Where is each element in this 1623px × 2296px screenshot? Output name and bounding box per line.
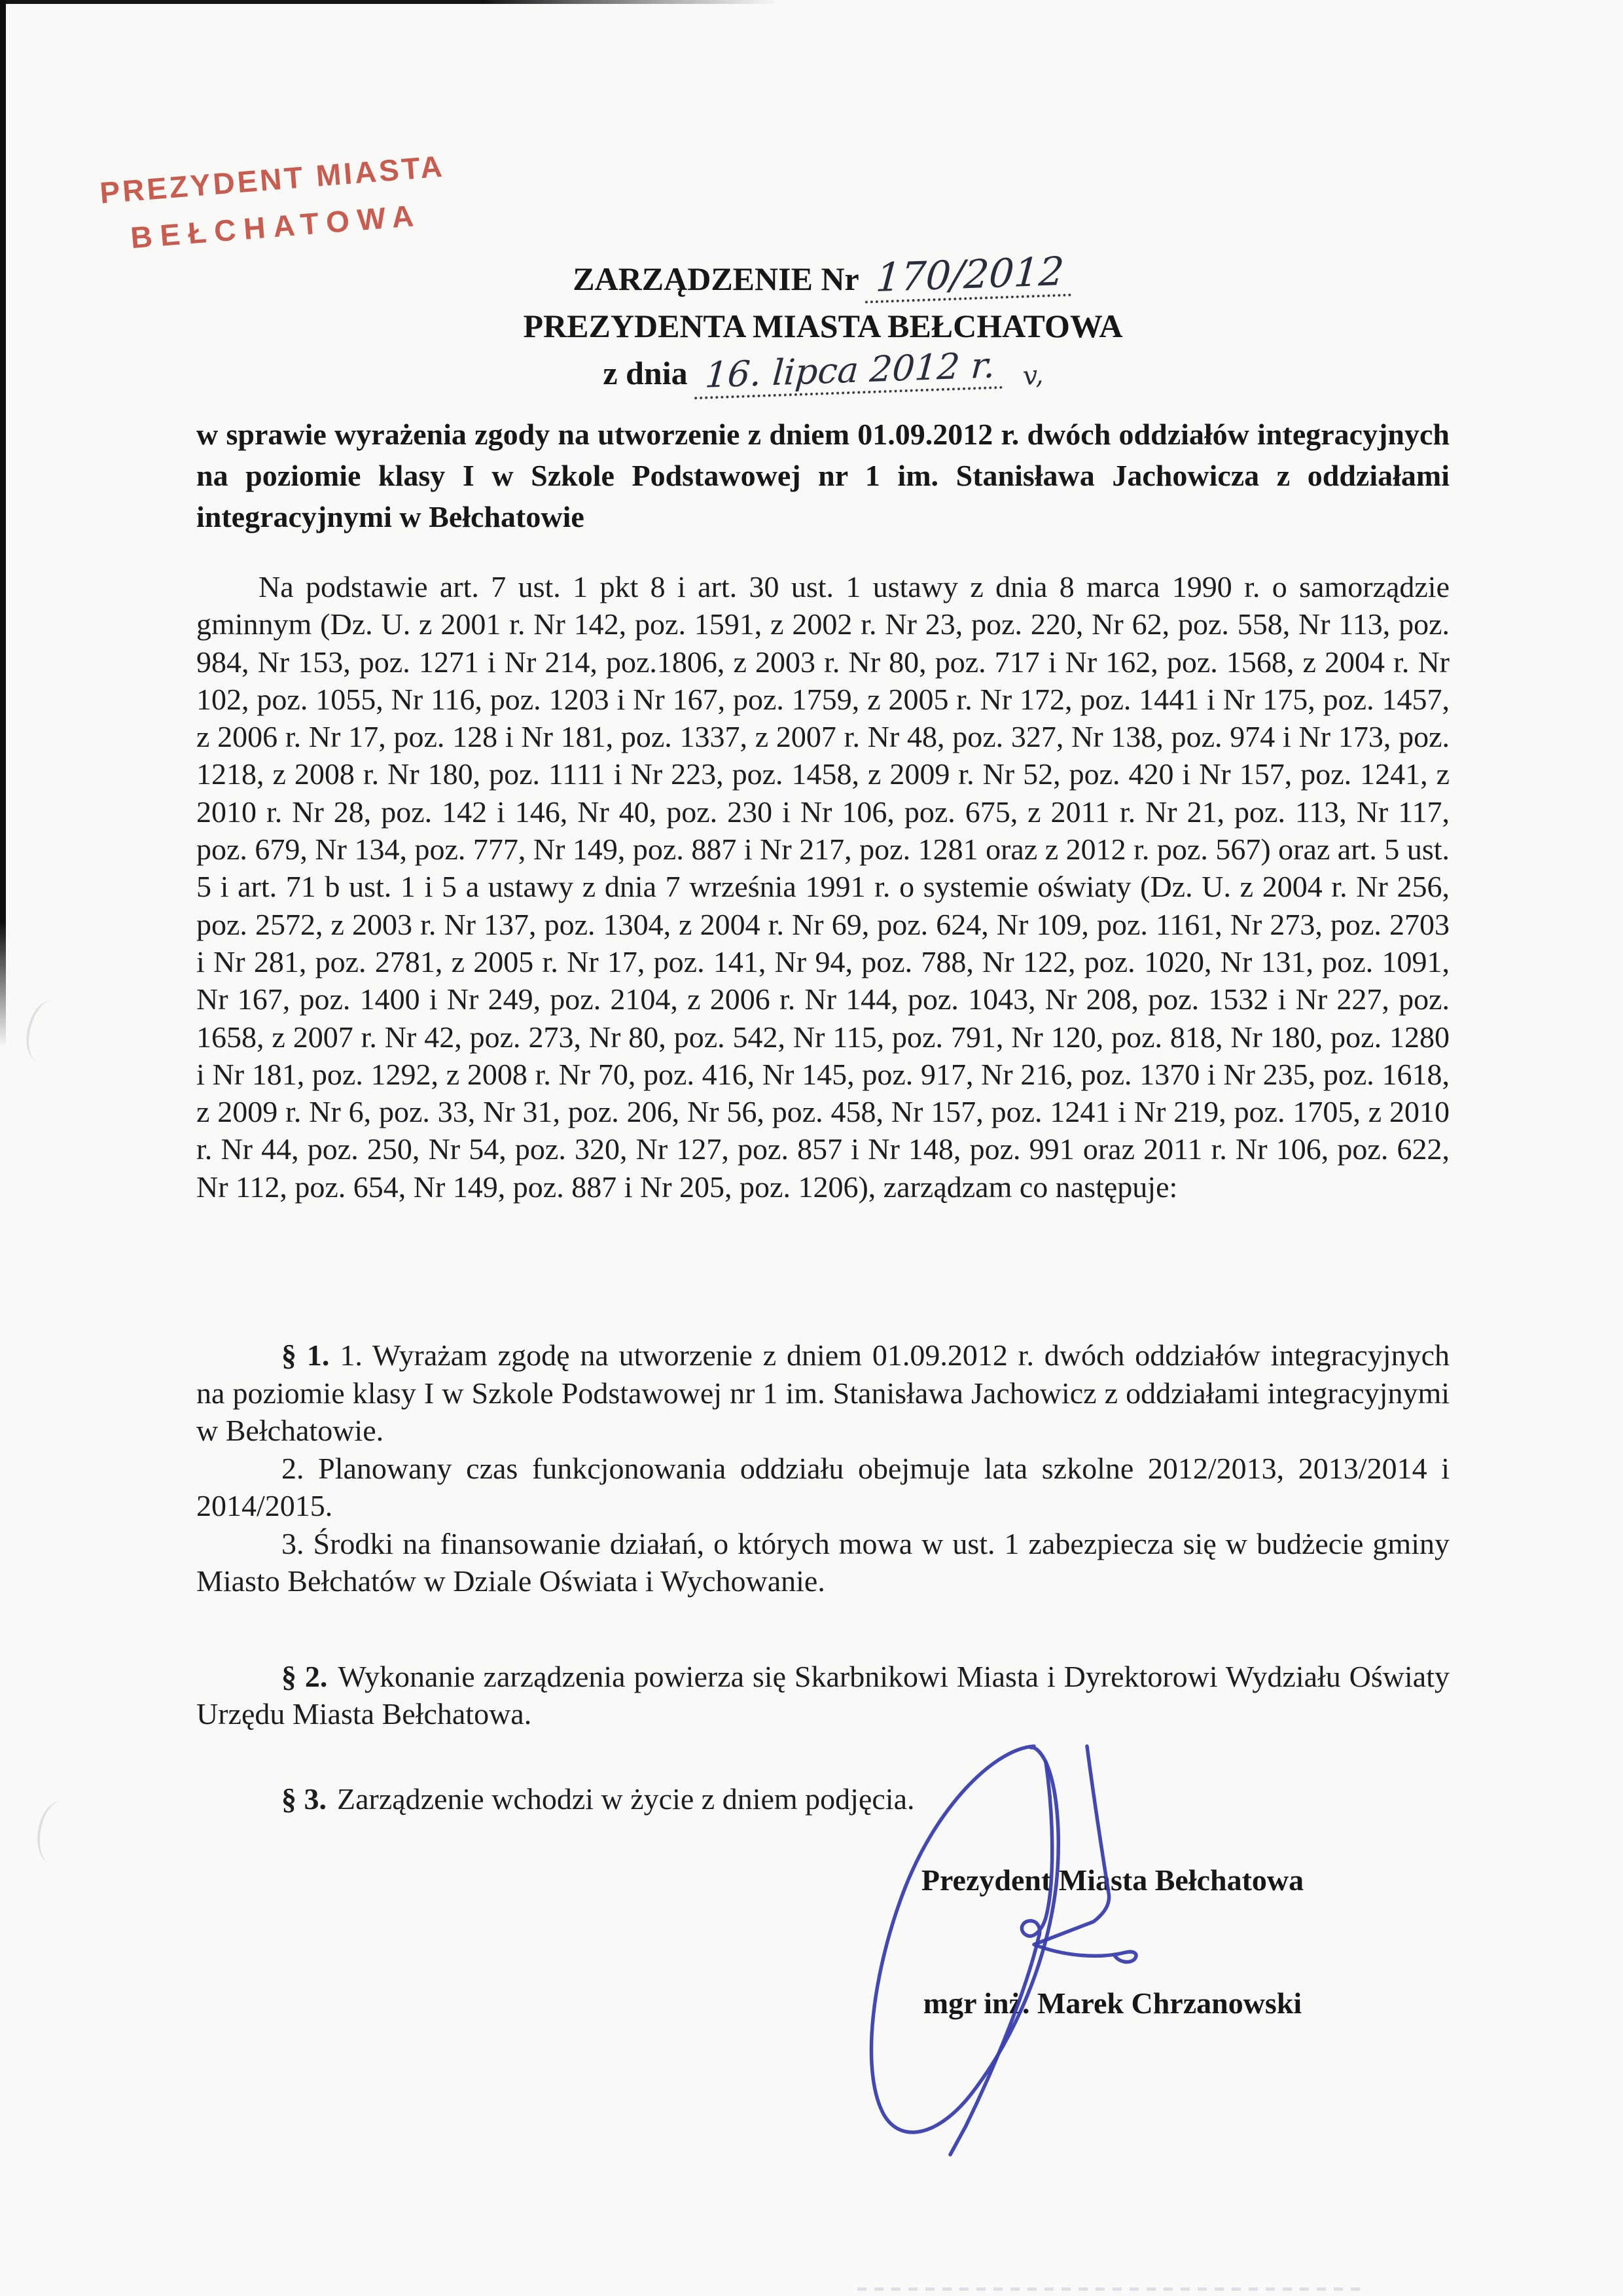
title-block [196, 248, 1450, 399]
handwritten-signature [838, 1728, 1400, 2173]
mayor-office-stamp [94, 135, 454, 257]
section-paragraph-1-2 [196, 1450, 1450, 1525]
section-marker: § 3. [281, 1782, 327, 1816]
section-text: Wykonanie zarządzenia powierza się Skarbnikowi Miasta i Dyrektorowi Wydziału Oświaty Urzędu Miasta Bełchatowa. [196, 1659, 1450, 1731]
handwritten-date: 16. lipca 2012 r. [694, 350, 1005, 399]
date-line [196, 344, 1450, 399]
date-label: z dnia [603, 355, 688, 391]
subject-paragraph: w sprawie wyrażenia zgody na utworzenie z dniem 01.09.2012 r. dwóch oddziałów integracyjnych na poziomie klasy I w Szkole Podstawowej nr 1 im. Stanisława Jachowicza z oddziałami integracyjnymi w Bełchatowie [196, 418, 1450, 533]
section-text: Zarządzenie wchodzi w życie z dniem podjęcia. [337, 1782, 915, 1816]
signature-stroke-descender [950, 1762, 1052, 2155]
handwritten-ordinance-number: 170/2012 [865, 253, 1075, 303]
section-paragraph-1-1 [196, 1336, 1450, 1450]
scan-edge-top [0, 0, 779, 4]
ordinance-number-line [196, 248, 1450, 302]
scan-artifact-curl [33, 1799, 80, 1867]
signatory-name: mgr inż. Marek Chrzanowski [923, 1986, 1302, 2020]
stamp-line-1: PREZYDENT MIASTA [98, 149, 446, 210]
section-paragraph-2 [196, 1658, 1450, 1733]
issuer-line: PREZYDENTA MIASTA BEŁCHATOWA [523, 308, 1123, 344]
stamp-line-2: BEŁCHATOWA [129, 198, 423, 255]
section-text: 1. Wyrażam zgodę na utworzenie z dniem 01.09.2012 r. dwóch oddziałów integracyjnych na poziomie klasy I w Szkole Podstawowej nr 1 im. Stanisława Jachowicz z oddziałami integracyjnymi w Bełchatowie. [196, 1338, 1450, 1447]
section-text: 3. Środki na finansowanie działań, o których mowa w ust. 1 zabezpiecza się w budżecie gminy Miasto Bełchatów w Dziale Oświata i Wychowanie. [196, 1526, 1450, 1598]
section-paragraph-1-3 [196, 1525, 1450, 1600]
legal-basis-paragraph: Na podstawie art. 7 ust. 1 pkt 8 i art. 30 ust. 1 ustawy z dnia 8 marca 1990 r. o samorządzie gminnym (Dz. U. z 2001 r. Nr 142, poz. 1591, z 2002 r. Nr 23, poz. 220, Nr 62, poz. 558, Nr 113, poz. 984, Nr 153, poz. 1271 i Nr 214, poz.1806, z 2003 r. Nr 80, poz. 717 i Nr 162, poz. 1568, z 2004 r. Nr 102, poz. 1055, Nr 116, poz. 1203 i Nr 167, poz. 1759, z 2005 r. Nr 172, poz. 1441 i Nr 175, poz. 1457, z 2006 r. Nr 17, poz. 128 i Nr 181, poz. 1337, z 2007 r. Nr 48, poz. 327, Nr 138, poz. 974 i Nr 173, poz. 1218, z 2008 r. Nr 180, poz. 1111 i Nr 223, poz. 1458, z 2009 r. Nr 52, poz. 420 i Nr 157, poz. 1241, z 2010 r. Nr 28, poz. 142 i 146, Nr 40, poz. 230 i Nr 106, poz. 675, z 2011 r. Nr 21, poz. 113, Nr 117, poz. 679, Nr 134, poz. 777, Nr 149, poz. 887 i Nr 217, poz. 1281 oraz z 2012 r. poz. 567) oraz art. 5 ust. 5 i art. 71 b ust. 1 i 5 a ustawy z dnia 7 września 1991 r. o systemie oświaty (Dz. U. z 2004 r. Nr 256, poz. 2572, z 2003 r. Nr 137, poz. 1304, z 2004 r. Nr 69, poz. 624, Nr 109, poz. 1161, Nr 273, poz. 2703 i Nr 281, poz. 2781, z 2005 r. Nr 17, poz. 141, Nr 94, poz. 788, Nr 122, poz. 1020, Nr 131, poz. 1091, Nr 167, poz. 1400 i Nr 249, poz. 2104, z 2006 r. Nr 144, poz. 1043, Nr 208, poz. 1532 i Nr 227, poz. 1658, z 2007 r. Nr 42, poz. 273, Nr 80, poz. 542, Nr 115, poz. 791, Nr 120, poz. 818, Nr 180, poz. 1280 i Nr 181, poz. 1292, z 2008 r. Nr 70, poz. 416, Nr 145, poz. 917, Nr 216, poz. 1370 i Nr 235, poz. 1618, z 2009 r. Nr 6, poz. 33, Nr 31, poz. 206, Nr 56, poz. 458, Nr 157, poz. 1241 i Nr 219, poz. 1705, z 2010 r. Nr 44, poz. 250, Nr 54, poz. 320, Nr 127, poz. 857 i Nr 148, poz. 991 oraz 2011 r. Nr 106, poz. 622, Nr 112, poz. 654, Nr 149, poz. 887 i Nr 205, poz. 1206), zarządzam co następuje: [196, 570, 1450, 1204]
scan-edge-left [0, 0, 6, 1047]
ordinance-label: ZARZĄDZENIE Nr [573, 260, 859, 297]
handwritten-flourish: v, [1021, 359, 1044, 392]
section-text: 2. Planowany czas funkcjonowania oddziału obejmuje lata szkolne 2012/2013, 2013/2014 i 2014/2015. [196, 1451, 1450, 1522]
scan-artifact-speckle [857, 2287, 1361, 2291]
signatory-role: Prezydent Miasta Bełchatowa [921, 1863, 1304, 1897]
section-marker: § 2. [281, 1659, 328, 1693]
scan-artifact-curl [20, 997, 71, 1067]
section-marker: § 1. [281, 1338, 330, 1372]
signature-stroke-loop [871, 1746, 1058, 2132]
